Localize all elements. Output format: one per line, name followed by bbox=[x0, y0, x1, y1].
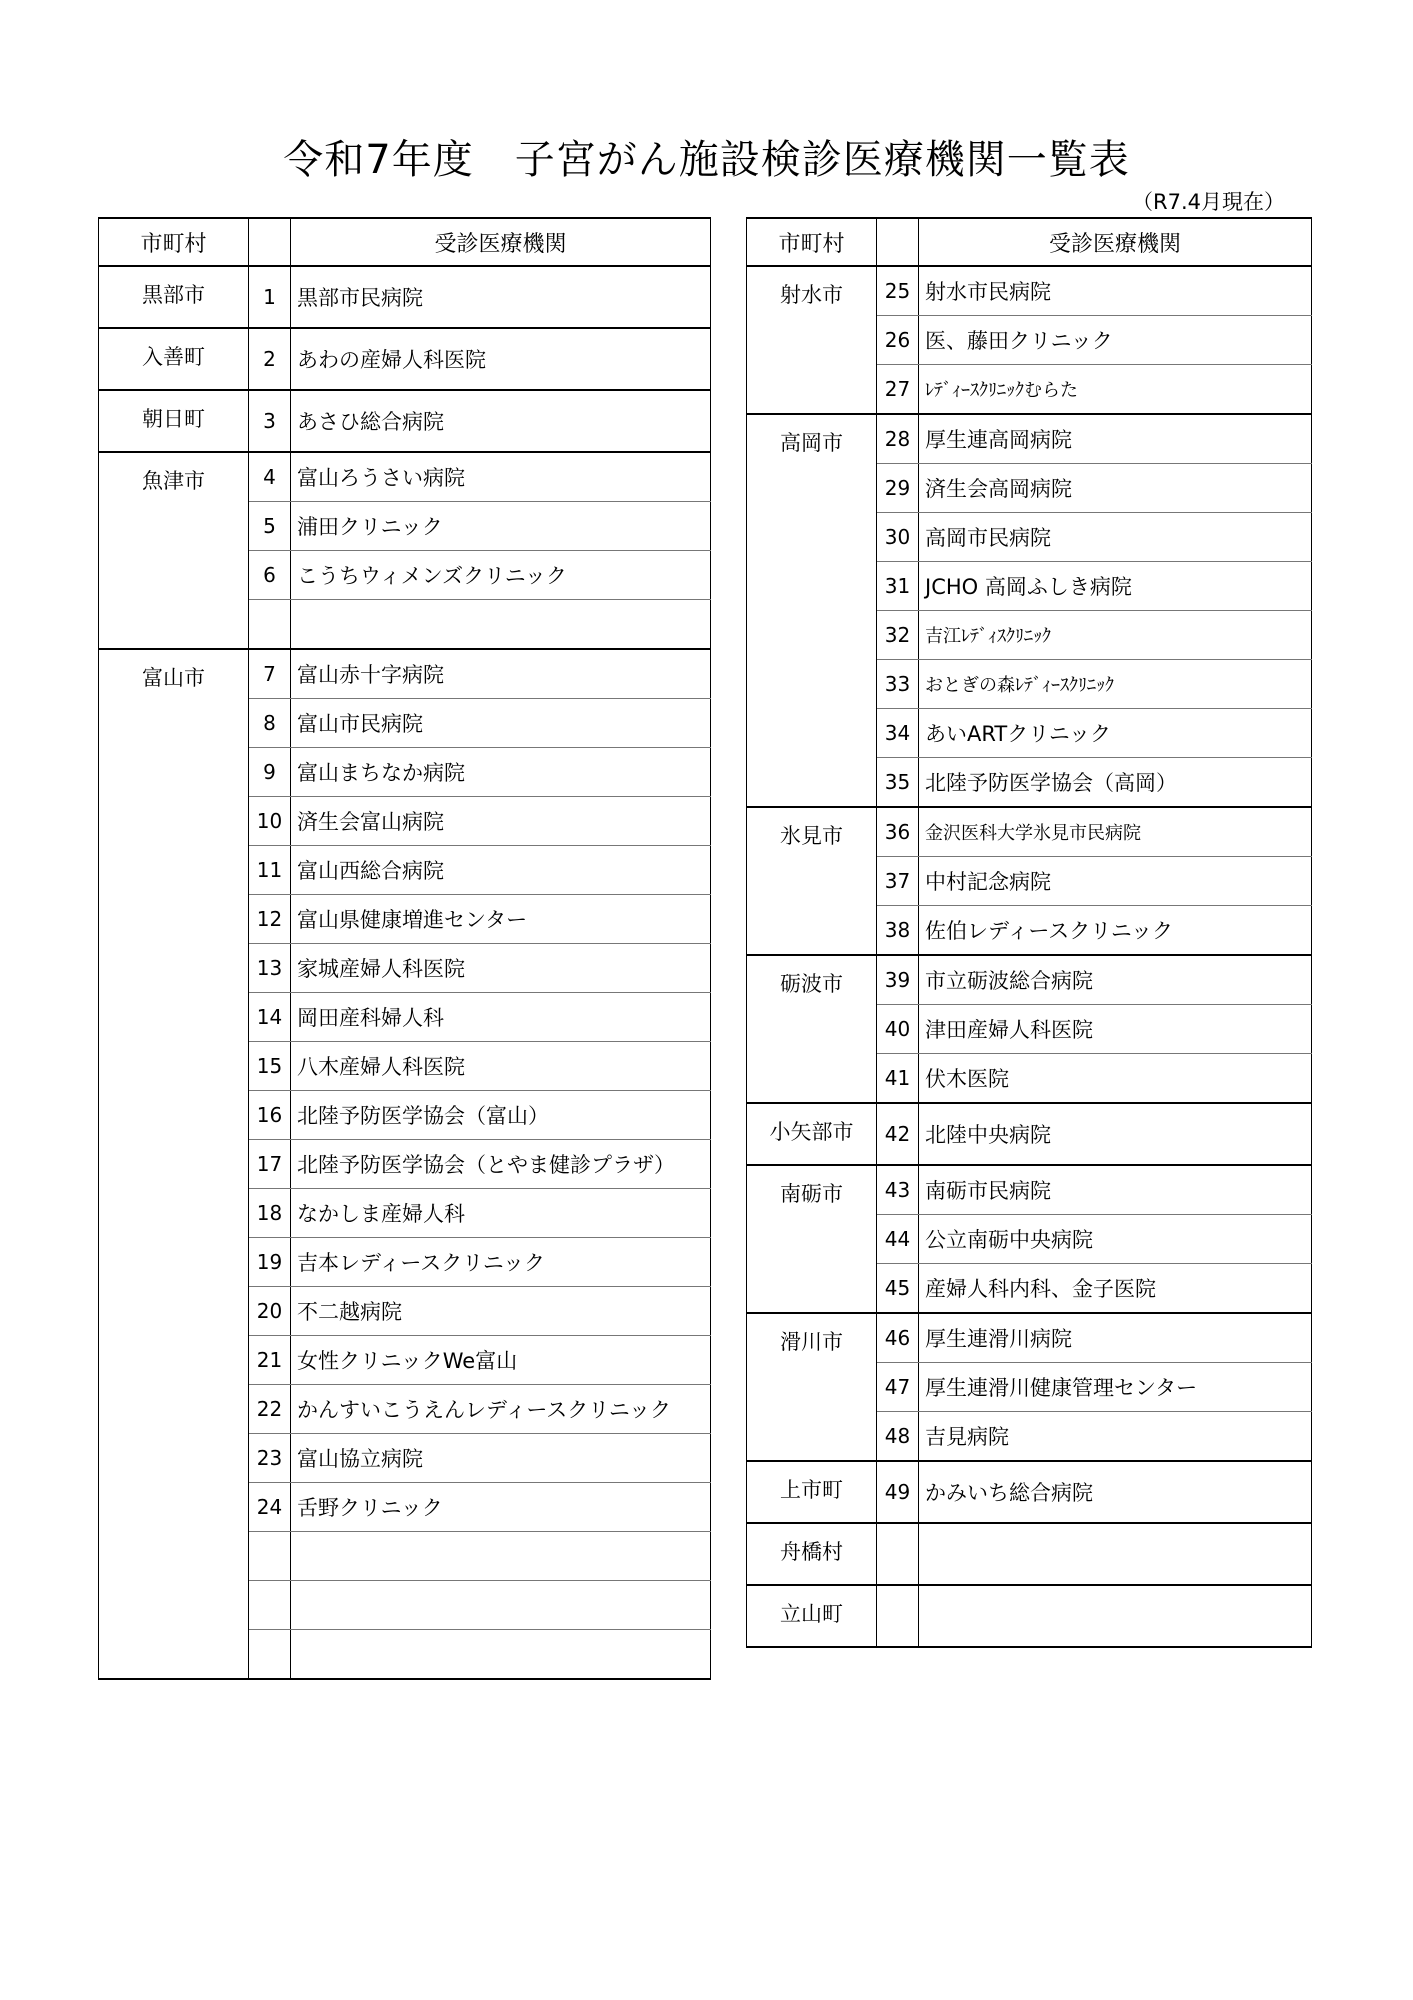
institution-name: 八木産婦人科医院 bbox=[291, 1042, 711, 1091]
entry-number: 5 bbox=[249, 502, 291, 551]
institution-name: 金沢医科大学氷見市民病院 bbox=[919, 807, 1312, 857]
entry-number: 3 bbox=[249, 390, 291, 452]
entry-number bbox=[249, 1630, 291, 1680]
table-row bbox=[747, 266, 1312, 316]
municipality-cell: 滑川市 bbox=[747, 1313, 877, 1461]
entry-number: 25 bbox=[877, 266, 919, 316]
entry-number: 4 bbox=[249, 452, 291, 502]
entry-number: 43 bbox=[877, 1165, 919, 1215]
entry-number: 9 bbox=[249, 748, 291, 797]
municipality-cell: 舟橋村 bbox=[747, 1523, 877, 1585]
table-row bbox=[99, 328, 711, 390]
entry-number: 47 bbox=[877, 1363, 919, 1412]
institution-name: 津田産婦人科医院 bbox=[919, 1005, 1312, 1054]
table-row bbox=[99, 649, 711, 699]
municipality-cell: 上市町 bbox=[747, 1461, 877, 1523]
entry-number: 46 bbox=[877, 1313, 919, 1363]
entry-number: 30 bbox=[877, 513, 919, 562]
table-row bbox=[99, 390, 711, 452]
institution-name: 医、藤田クリニック bbox=[919, 316, 1312, 365]
entry-number: 7 bbox=[249, 649, 291, 699]
entry-number: 36 bbox=[877, 807, 919, 857]
entry-number: 40 bbox=[877, 1005, 919, 1054]
entry-number: 14 bbox=[249, 993, 291, 1042]
entry-number: 38 bbox=[877, 906, 919, 956]
institution-name: 市立砺波総合病院 bbox=[919, 955, 1312, 1005]
entry-number: 17 bbox=[249, 1140, 291, 1189]
institution-name: 伏木医院 bbox=[919, 1054, 1312, 1104]
table-row bbox=[747, 1165, 1312, 1215]
institution-name bbox=[919, 1523, 1312, 1585]
institution-name: 女性クリニックWe富山 bbox=[291, 1336, 711, 1385]
institution-name: 厚生連滑川病院 bbox=[919, 1313, 1312, 1363]
institution-name: 富山赤十字病院 bbox=[291, 649, 711, 699]
entry-number: 16 bbox=[249, 1091, 291, 1140]
entry-number bbox=[249, 1532, 291, 1581]
institution-name: 公立南砺中央病院 bbox=[919, 1215, 1312, 1264]
institution-name: かみいち総合病院 bbox=[919, 1461, 1312, 1523]
entry-number bbox=[249, 1581, 291, 1630]
municipality-cell: 氷見市 bbox=[747, 807, 877, 955]
entry-number: 32 bbox=[877, 611, 919, 660]
header-municipality: 市町村 bbox=[747, 218, 877, 266]
table-body-right bbox=[747, 266, 1312, 1647]
institution-name bbox=[919, 1585, 1312, 1647]
institution-name: 富山市民病院 bbox=[291, 699, 711, 748]
entry-number: 15 bbox=[249, 1042, 291, 1091]
entry-number: 33 bbox=[877, 660, 919, 709]
entry-number: 34 bbox=[877, 709, 919, 758]
institution-name: おとぎの森ﾚﾃﾞｨｰｽｸﾘﾆｯｸ bbox=[919, 660, 1312, 709]
institution-name: 北陸予防医学協会（とやま健診プラザ） bbox=[291, 1140, 711, 1189]
institution-name: 富山まちなか病院 bbox=[291, 748, 711, 797]
entry-number: 48 bbox=[877, 1412, 919, 1462]
municipality-cell: 入善町 bbox=[99, 328, 249, 390]
institution-name: かんすいこうえんレディースクリニック bbox=[291, 1385, 711, 1434]
entry-number: 11 bbox=[249, 846, 291, 895]
institution-name bbox=[291, 1630, 711, 1680]
table-row bbox=[747, 1585, 1312, 1647]
entry-number bbox=[877, 1585, 919, 1647]
institution-name: あさひ総合病院 bbox=[291, 390, 711, 452]
institution-table-right bbox=[746, 217, 1312, 1648]
institution-name: 富山協立病院 bbox=[291, 1434, 711, 1483]
table-row bbox=[747, 807, 1312, 857]
entry-number bbox=[877, 1523, 919, 1585]
institution-name bbox=[291, 1581, 711, 1630]
municipality-cell: 射水市 bbox=[747, 266, 877, 414]
municipality-cell: 魚津市 bbox=[99, 452, 249, 649]
municipality-cell: 小矢部市 bbox=[747, 1103, 877, 1165]
institution-name: JCHO 高岡ふしき病院 bbox=[919, 562, 1312, 611]
entry-number: 44 bbox=[877, 1215, 919, 1264]
entry-number: 8 bbox=[249, 699, 291, 748]
entry-number: 24 bbox=[249, 1483, 291, 1532]
municipality-cell: 富山市 bbox=[99, 649, 249, 1679]
page-title: 令和7年度 子宮がん施設検診医療機関一覧表 bbox=[283, 137, 1130, 183]
header-institution: 受診医療機関 bbox=[919, 218, 1312, 266]
municipality-cell: 立山町 bbox=[747, 1585, 877, 1647]
institution-name: 吉見病院 bbox=[919, 1412, 1312, 1462]
entry-number: 49 bbox=[877, 1461, 919, 1523]
entry-number: 26 bbox=[877, 316, 919, 365]
header-institution: 受診医療機関 bbox=[291, 218, 711, 266]
header-number bbox=[249, 218, 291, 266]
table-row bbox=[747, 1523, 1312, 1585]
municipality-cell: 高岡市 bbox=[747, 414, 877, 807]
institution-name: 北陸中央病院 bbox=[919, 1103, 1312, 1165]
institution-name: 南砺市民病院 bbox=[919, 1165, 1312, 1215]
institution-name: 黒部市民病院 bbox=[291, 266, 711, 328]
institution-name: 富山西総合病院 bbox=[291, 846, 711, 895]
institution-table-left bbox=[98, 217, 711, 1680]
institution-name: あわの産婦人科医院 bbox=[291, 328, 711, 390]
entry-number: 19 bbox=[249, 1238, 291, 1287]
table-row bbox=[99, 452, 711, 502]
entry-number: 27 bbox=[877, 365, 919, 415]
entry-number: 6 bbox=[249, 551, 291, 600]
institution-name: 吉江ﾚﾃﾞｨｽｸﾘﾆｯｸ bbox=[919, 611, 1312, 660]
municipality-cell: 黒部市 bbox=[99, 266, 249, 328]
institution-name: 北陸予防医学協会（高岡） bbox=[919, 758, 1312, 808]
institution-name: 産婦人科内科、金子医院 bbox=[919, 1264, 1312, 1314]
header-number bbox=[877, 218, 919, 266]
municipality-cell: 砺波市 bbox=[747, 955, 877, 1103]
institution-name: 済生会高岡病院 bbox=[919, 464, 1312, 513]
institution-name bbox=[291, 600, 711, 650]
institution-name: 富山県健康増進センター bbox=[291, 895, 711, 944]
institution-name: 富山ろうさい病院 bbox=[291, 452, 711, 502]
entry-number: 35 bbox=[877, 758, 919, 808]
institution-name: 浦田クリニック bbox=[291, 502, 711, 551]
table-row bbox=[747, 414, 1312, 464]
header-municipality: 市町村 bbox=[99, 218, 249, 266]
entry-number: 20 bbox=[249, 1287, 291, 1336]
entry-number: 39 bbox=[877, 955, 919, 1005]
institution-name: 済生会富山病院 bbox=[291, 797, 711, 846]
entry-number: 2 bbox=[249, 328, 291, 390]
entry-number: 31 bbox=[877, 562, 919, 611]
table-row bbox=[747, 1461, 1312, 1523]
entry-number: 37 bbox=[877, 857, 919, 906]
institution-name: 厚生連高岡病院 bbox=[919, 414, 1312, 464]
table-header-row bbox=[99, 218, 711, 266]
institution-name: 岡田産科婦人科 bbox=[291, 993, 711, 1042]
entry-number: 21 bbox=[249, 1336, 291, 1385]
table-header-row bbox=[747, 218, 1312, 266]
table-row bbox=[99, 266, 711, 328]
institution-name bbox=[291, 1532, 711, 1581]
entry-number: 23 bbox=[249, 1434, 291, 1483]
institution-name: こうちウィメンズクリニック bbox=[291, 551, 711, 600]
entry-number: 12 bbox=[249, 895, 291, 944]
municipality-cell: 南砺市 bbox=[747, 1165, 877, 1313]
institution-name: 北陸予防医学協会（富山） bbox=[291, 1091, 711, 1140]
institution-name: 舌野クリニック bbox=[291, 1483, 711, 1532]
institution-name: ﾚﾃﾞｨｰｽｸﾘﾆｯｸむらた bbox=[919, 365, 1312, 415]
entry-number: 42 bbox=[877, 1103, 919, 1165]
institution-name: 不二越病院 bbox=[291, 1287, 711, 1336]
table-row bbox=[747, 955, 1312, 1005]
entry-number bbox=[249, 600, 291, 650]
institution-name: 厚生連滑川健康管理センター bbox=[919, 1363, 1312, 1412]
institution-name: なかしま産婦人科 bbox=[291, 1189, 711, 1238]
entry-number: 13 bbox=[249, 944, 291, 993]
entry-number: 10 bbox=[249, 797, 291, 846]
entry-number: 22 bbox=[249, 1385, 291, 1434]
institution-name: 家城産婦人科医院 bbox=[291, 944, 711, 993]
table-row bbox=[747, 1103, 1312, 1165]
table-body-left bbox=[99, 266, 711, 1679]
institution-name: 中村記念病院 bbox=[919, 857, 1312, 906]
municipality-cell: 朝日町 bbox=[99, 390, 249, 452]
entry-number: 28 bbox=[877, 414, 919, 464]
entry-number: 1 bbox=[249, 266, 291, 328]
entry-number: 29 bbox=[877, 464, 919, 513]
institution-name: 高岡市民病院 bbox=[919, 513, 1312, 562]
table-row bbox=[747, 1313, 1312, 1363]
entry-number: 41 bbox=[877, 1054, 919, 1104]
institution-name: 射水市民病院 bbox=[919, 266, 1312, 316]
institution-name: あいARTクリニック bbox=[919, 709, 1312, 758]
entry-number: 45 bbox=[877, 1264, 919, 1314]
entry-number: 18 bbox=[249, 1189, 291, 1238]
institution-name: 吉本レディースクリニック bbox=[291, 1238, 711, 1287]
institution-name: 佐伯レディースクリニック bbox=[919, 906, 1312, 956]
as-of-date: （R7.4月現在） bbox=[1132, 190, 1285, 214]
